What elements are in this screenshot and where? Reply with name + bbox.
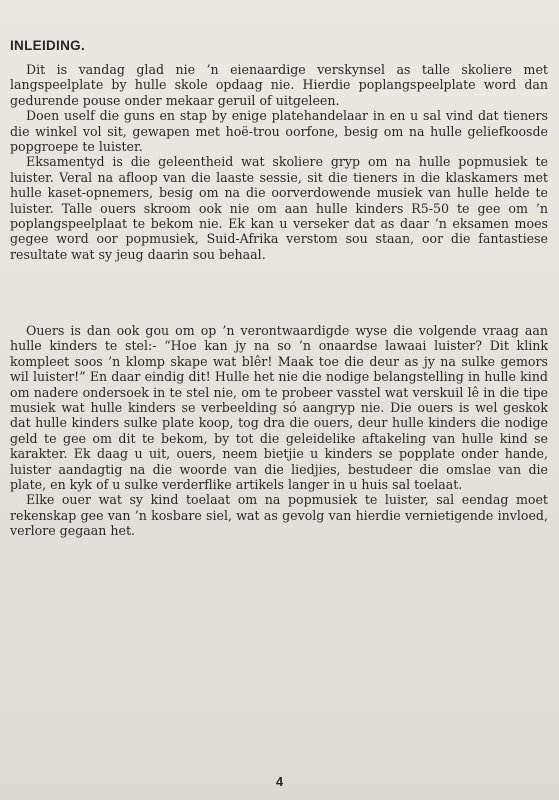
paragraph: Doen uself die guns en stap by enige platehandelaar in en u sal vind dat tieners die winkel vol sit, gewapen met hoë-trou oorfone, besig om na hulle geliefkoosde popgroepe te luister.: [10, 108, 548, 155]
paragraph: Elke ouer wat sy kind toelaat om na popmusiek te luister, sal eendag moet rekenskap gee van ’n kosbare siel, wat as gevolg van hierdie vernietigende invloed, verlore gegaan het.: [10, 492, 548, 539]
page-number: 4: [275, 774, 284, 789]
parents-text-block: [10, 323, 548, 539]
section-heading: INLEIDING.: [10, 38, 86, 53]
intro-text-block: [10, 62, 548, 262]
paragraph: Ouers is dan ook gou om op ’n verontwaardigde wyse die volgende vraag aan hulle kinders te stel:- “Hoe kan jy na so ’n onaardse lawaai luister? Dit klink kompleet soos ’n klomp skape wat blêr! Maak toe die deur as jy na sulke gemors wil luister!” En daar eindig dit! Hulle het nie die nodige belangstelling in hulle kind om nadere ondersoek in te stel nie, om te probeer vasstel wat verskuil lê in die tipe musiek wat hulle kinders se verbeelding só aangryp nie. Die ouers is wel geskok dat hulle kinders sulke plate koop, tog dra die ouers, deur hulle kinders die nodige geld te gee om dit te bekom, by tot die geleidelike aftakeling van hulle kind se karakter. Ek daag u uit, ouers, neem bietjie u kinders se popplate onder hande, luister aandagtig na die woorde van die liedjies, bestudeer die omslae van die plate, en kyk of u sulke verderflike artikels langer in u huis sal toelaat.: [10, 323, 548, 493]
paragraph: Eksamentyd is die geleentheid wat skoliere gryp om na hulle popmusiek te luister. Veral na afloop van die laaste sessie, sit die tieners in die klaskamers met hulle kaset-opnemers, besig om na die oorverdowende musiek van hulle helde te luister. Talle ouers skroom ook nie om aan hulle kinders R5-50 te gee om ’n poplangspeelplaat te bekom nie. Ek kan u verseker dat as daar ’n eksamen moes gegee word oor popmusiek, Suid-Afrika verstom sou staan, oor die fantastiese resultate wat sy jeug daarin sou behaal.: [10, 154, 548, 262]
paragraph: Dit is vandag glad nie ’n eienaardige verskynsel as talle skoliere met langspeelplate by hulle skole opdaag nie. Hierdie poplangspeelplate word dan gedurende pouse onder mekaar geruil of uitgeleen.: [10, 62, 548, 108]
